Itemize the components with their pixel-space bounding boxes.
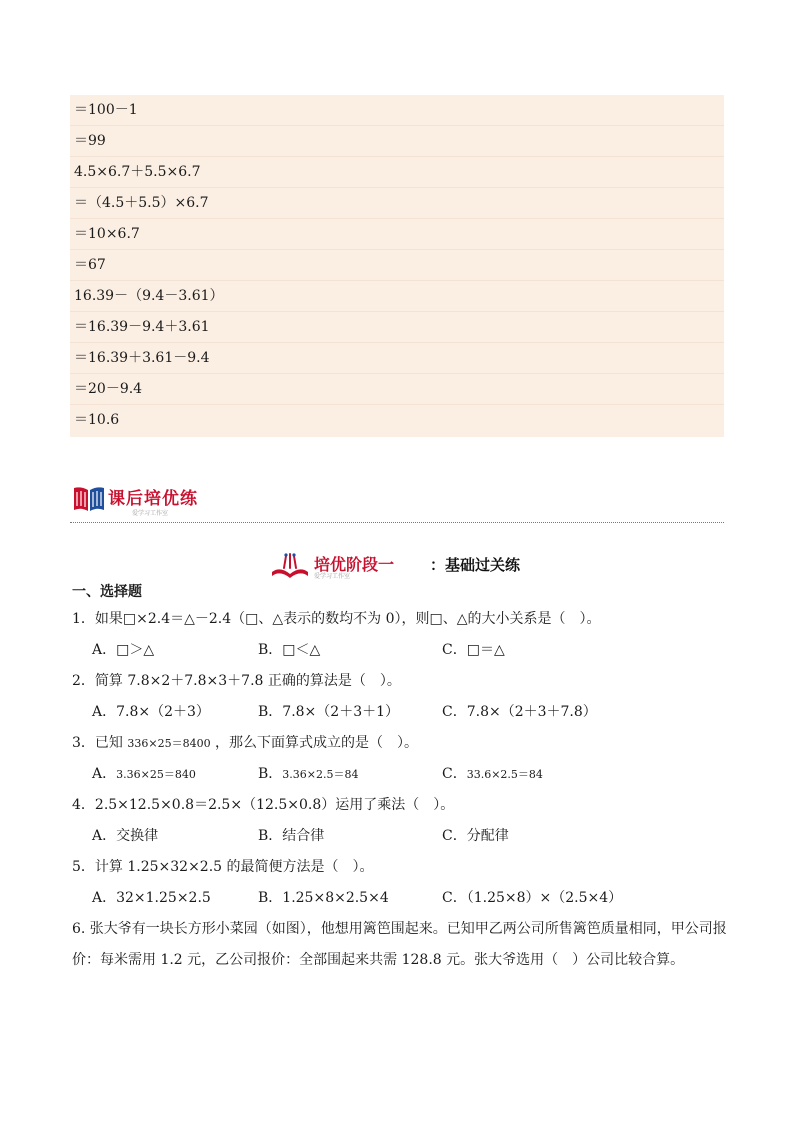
option-formula: 3.36×2.5＝84 <box>282 768 359 781</box>
stage-title-rest: ：基础过关练 <box>430 556 521 574</box>
option-a[interactable]: A．7.8×（2＋3） <box>92 704 210 720</box>
question-stem: 5．计算 1.25×32×2.5 的最简便方法是（ ）。 <box>72 859 374 875</box>
option-c[interactable]: C．分配律 <box>442 828 509 844</box>
question-6-text: 6. 张大爷有一块长方形小菜园（如图），他想用篱笆围起来。已知甲乙两公司所售篱笆质量相同，甲公司报价：每米需用 1.2 元，乙公司报价：全部围起来共需 128.8 元。张大爷选用（ ）公司比较合算。 <box>72 921 727 968</box>
option-letter: C． <box>442 766 467 782</box>
answer-line: ＝10×6.7 <box>70 219 724 250</box>
question-stem: 4．2.5×12.5×0.8＝2.5×（12.5×0.8）运用了乘法（ ）。 <box>72 797 455 813</box>
answer-line: ＝100－1 <box>70 95 724 126</box>
answer-line: 4.5×6.7＋5.5×6.7 <box>70 157 724 188</box>
option-b[interactable]: B．1.25×8×2.5×4 <box>258 890 389 906</box>
answer-box <box>70 95 724 437</box>
answer-line: ＝（4.5＋5.5）×6.7 <box>70 188 724 219</box>
answer-line: ＝99 <box>70 126 724 157</box>
option-c[interactable]: C．（1.25×8）×（2.5×4） <box>442 890 623 906</box>
option-a[interactable]: A．□＞△ <box>92 642 155 658</box>
stage-book-icon <box>268 552 312 580</box>
answer-line: ＝16.39＋3.61－9.4 <box>70 343 724 374</box>
option-b[interactable]: B．□＜△ <box>258 642 321 658</box>
answer-line: 16.39－（9.4－3.61） <box>70 281 724 312</box>
option-b[interactable]: B．结合律 <box>258 828 325 844</box>
option-a[interactable]: A．32×1.25×2.5 <box>92 890 211 906</box>
question-options <box>72 635 732 666</box>
option-formula: 3.36×25＝840 <box>116 768 196 781</box>
stage-header <box>268 548 568 582</box>
answer-line: ＝67 <box>70 250 724 281</box>
question-options <box>72 883 732 914</box>
question-options <box>72 759 732 790</box>
option-formula: 33.6×2.5＝84 <box>466 768 543 781</box>
question-options <box>72 821 732 852</box>
option-c[interactable]: C．□＝△ <box>442 642 505 658</box>
section-title: 课后培优练 <box>108 489 198 509</box>
option-b[interactable]: B．7.8×（2＋3＋1） <box>258 704 400 720</box>
answer-line: ＝10.6 <box>74 412 120 428</box>
open-book-icon <box>72 484 106 514</box>
question-options <box>72 697 732 728</box>
question-stem-suffix: ，那么下面算式成立的是（ ）。 <box>215 735 419 751</box>
question-stem-prefix: 3．已知 <box>72 735 123 751</box>
option-letter: A． <box>92 766 117 782</box>
stage-title: 培优阶段一 <box>314 555 395 574</box>
answer-line: ＝16.39－9.4＋3.61 <box>70 312 724 343</box>
option-c[interactable] <box>442 759 543 790</box>
stage-subtitle: 爱学习工作室 <box>314 573 351 580</box>
option-letter: B． <box>258 766 283 782</box>
option-c[interactable]: C．7.8×（2＋3＋7.8） <box>442 704 597 720</box>
question-stem: 2．简算 7.8×2＋7.8×3＋7.8 正确的算法是（ ）。 <box>72 673 401 689</box>
question-stem-formula: 336×25＝8400 <box>127 737 211 750</box>
section-subtitle: 爱学习工作室 <box>132 510 169 517</box>
answer-line: ＝20－9.4 <box>70 374 724 405</box>
question-stem: 1．如果□×2.4＝△－2.4（□、△表示的数均不为 0），则□、△的大小关系是（ ）。 <box>72 611 601 627</box>
section-header <box>70 482 724 523</box>
option-b[interactable] <box>258 759 359 790</box>
option-a[interactable] <box>92 759 196 790</box>
question-list <box>72 580 732 976</box>
option-a[interactable]: A．交换律 <box>92 828 159 844</box>
question-stem <box>72 728 732 759</box>
part-heading: 一、选择题 <box>72 584 142 600</box>
